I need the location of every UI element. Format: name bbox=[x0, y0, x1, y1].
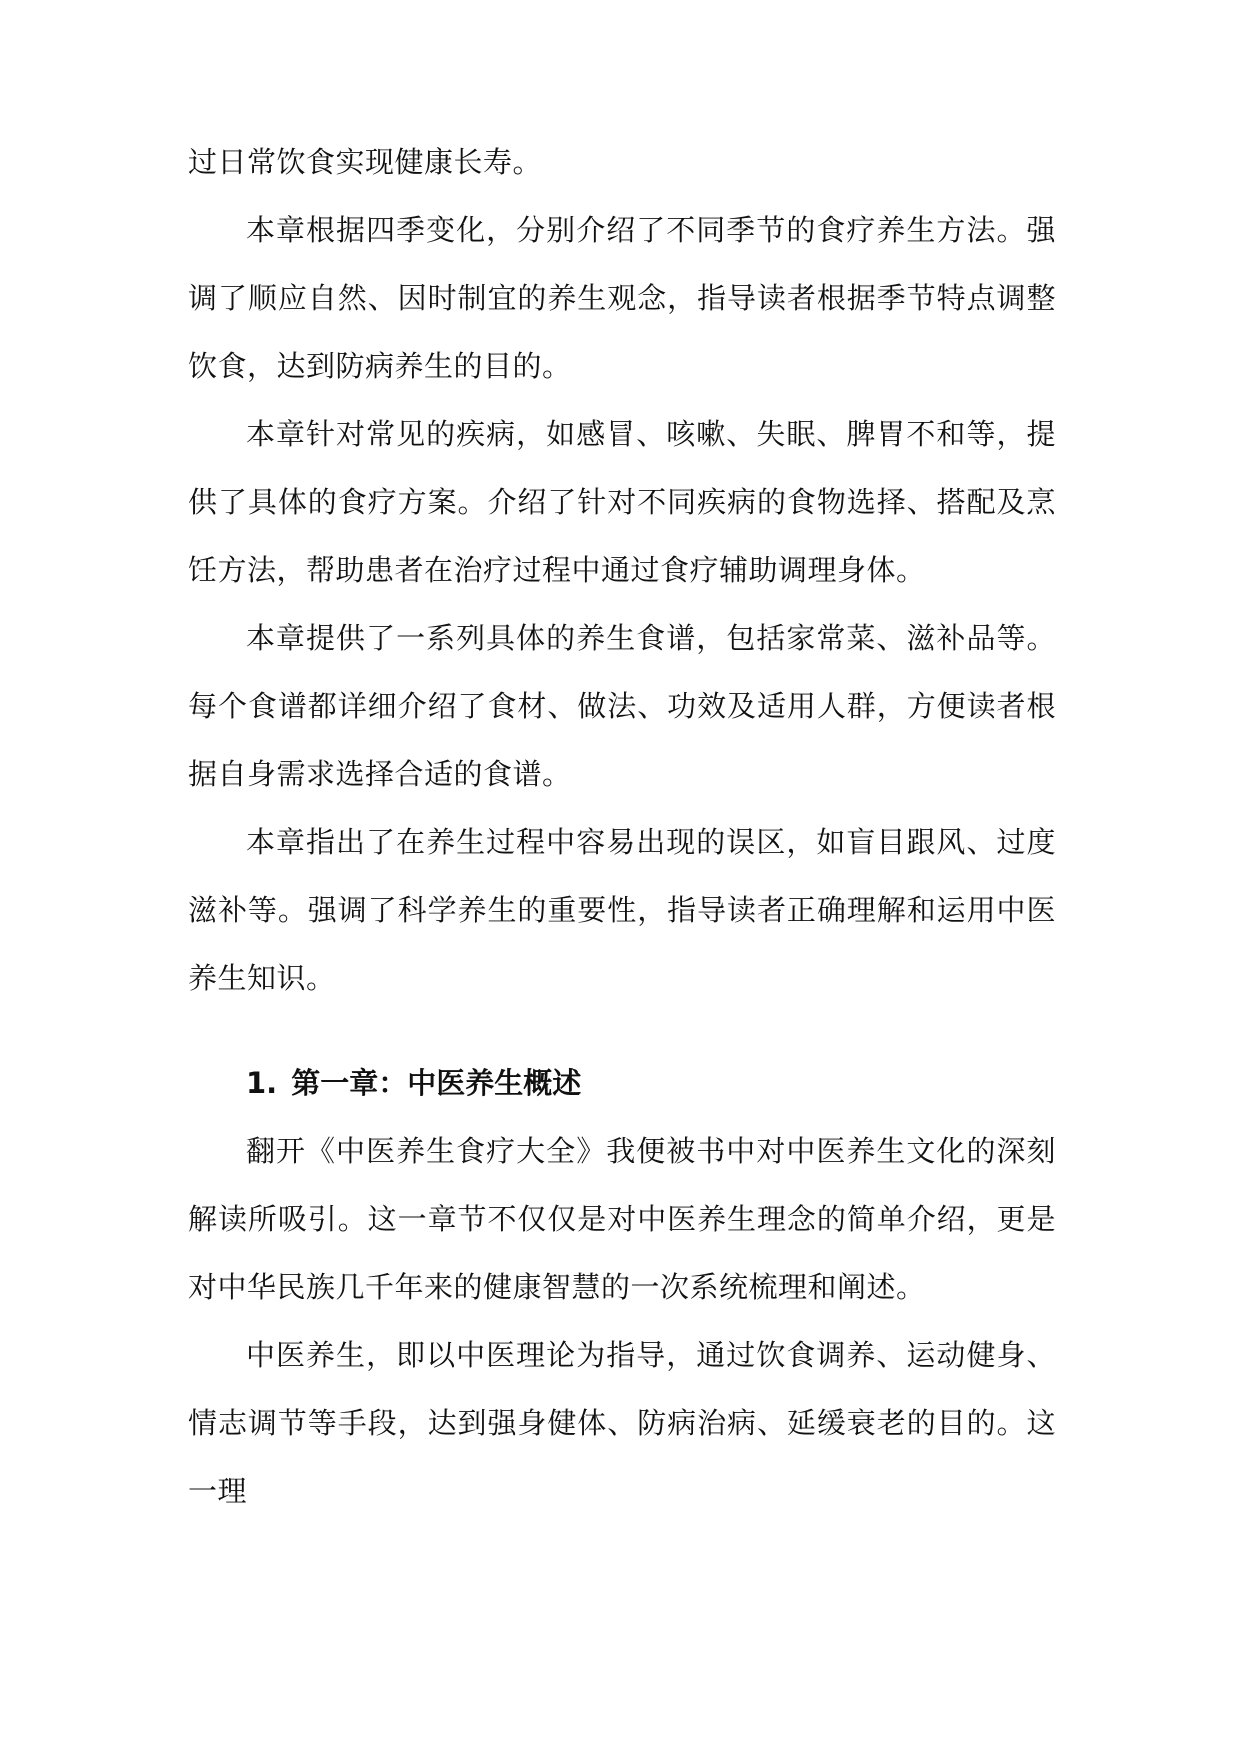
paragraph-misconceptions: 本章指出了在养生过程中容易出现的误区，如盲目跟风、过度滋补等。强调了科学养生的重要性，指导读者正确理解和运用中医养生知识。 bbox=[188, 825, 1056, 995]
chapter-number: 1. bbox=[246, 1066, 278, 1100]
document-page bbox=[188, 128, 1056, 1525]
chapter-heading bbox=[188, 1049, 1056, 1117]
paragraph-definition: 中医养生，即以中医理论为指导，通过饮食调养、运动健身、情志调节等手段，达到强身健体、防病治病、延缓衰老的目的。这一理 bbox=[188, 1338, 1056, 1508]
paragraph-continued: 过日常饮食实现健康长寿。 bbox=[188, 145, 543, 179]
paragraph-recipes: 本章提供了一系列具体的养生食谱，包括家常菜、滋补品等。每个食谱都详细介绍了食材、做法、功效及适用人群，方便读者根据自身需求选择合适的食谱。 bbox=[188, 621, 1056, 791]
paragraph-seasonal-diet: 本章根据四季变化，分别介绍了不同季节的食疗养生方法。强调了顺应自然、因时制宜的养生观念，指导读者根据季节特点调整饮食，达到防病养生的目的。 bbox=[188, 213, 1056, 383]
paragraph-disease-diet: 本章针对常见的疾病，如感冒、咳嗽、失眠、脾胃不和等，提供了具体的食疗方案。介绍了针对不同疾病的食物选择、搭配及烹饪方法，帮助患者在治疗过程中通过食疗辅助调理身体。 bbox=[188, 417, 1056, 587]
chapter-title: 第一章：中医养生概述 bbox=[291, 1066, 582, 1100]
paragraph-intro: 翻开《中医养生食疗大全》我便被书中对中医养生文化的深刻解读所吸引。这一章节不仅仅是对中医养生理念的简单介绍，更是对中华民族几千年来的健康智慧的一次系统梳理和阐述。 bbox=[188, 1134, 1056, 1304]
